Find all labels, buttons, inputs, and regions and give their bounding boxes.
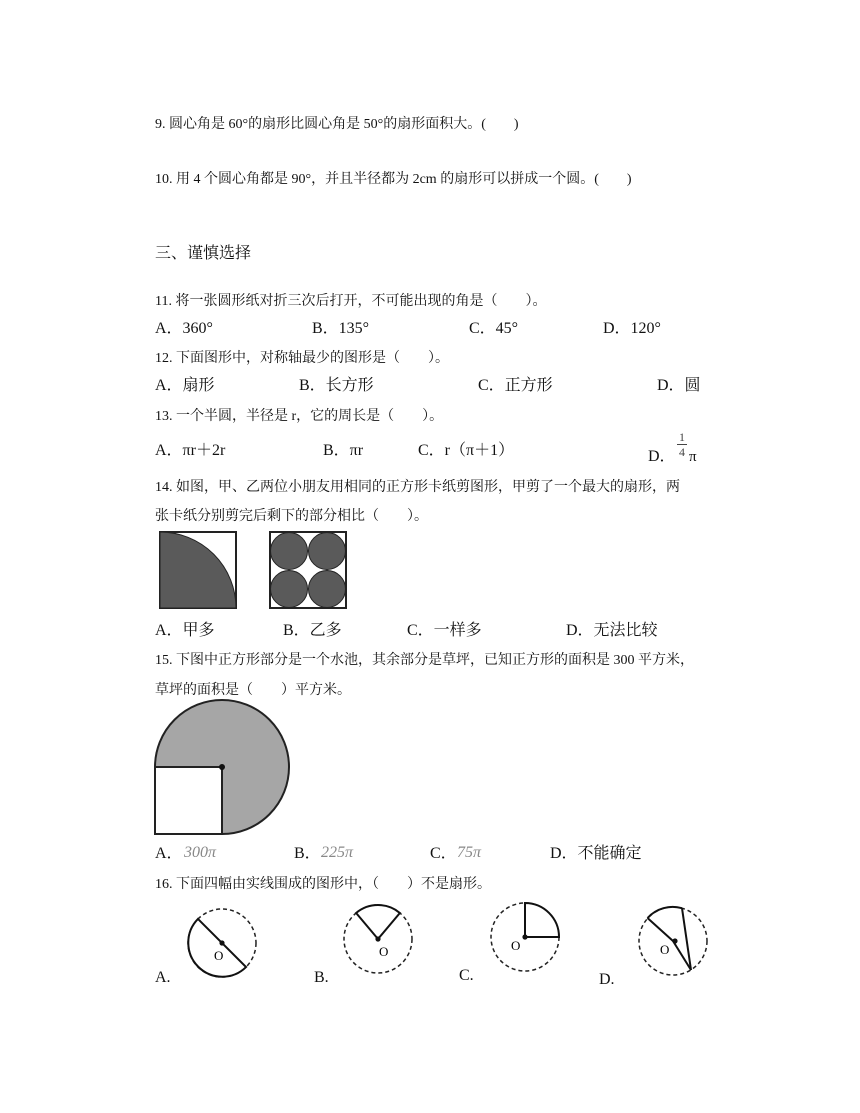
q15-option-d: D．不能确定	[550, 845, 642, 862]
q15-option-c-value: 75π	[457, 844, 482, 861]
center-label: O	[511, 938, 521, 953]
q15-option-b: B．	[294, 845, 321, 862]
question-10: 10. 用 4 个圆心角都是 90°，并且半径都为 2cm 的扇形可以拼成一个圆。( )	[155, 172, 632, 187]
center-label: O	[214, 948, 224, 963]
center-dot	[672, 938, 677, 943]
q14-figure-yi	[268, 530, 348, 610]
fraction-numerator: 1	[679, 430, 685, 444]
center-dot	[219, 764, 225, 770]
q12-option-b: B．长方形	[299, 377, 374, 394]
solid-arc	[648, 907, 683, 918]
q15-option-a: A．	[155, 845, 183, 862]
q11-option-a: A．360°	[155, 320, 213, 337]
radius-line	[648, 918, 674, 941]
q16-figure-a	[183, 904, 263, 984]
q15-pond-figure	[153, 714, 293, 834]
question-14-line-1: 14. 如图，甲、乙两位小朋友用相同的正方形卡纸剪图形，甲剪了一个最大的扇形，两	[155, 480, 680, 495]
question-13: 13. 一个半圆，半径是 r，它的周长是（ ）。	[155, 409, 444, 424]
q13-d-pi: π	[689, 449, 697, 465]
q16-figure-c	[486, 898, 566, 978]
question-9: 9. 圆心角是 60°的扇形比圆心角是 50°的扇形面积大。( )	[155, 117, 519, 132]
question-14-line-2: 张卡纸分别剪完后剩下的部分相比（ ）。	[155, 509, 428, 524]
q11-option-d: D．120°	[603, 320, 661, 337]
q12-option-a: A．扇形	[155, 377, 215, 394]
circle-bottom-left	[271, 571, 308, 608]
fraction-denominator: 4	[679, 445, 685, 459]
solid-sector	[356, 905, 400, 939]
question-16: 16. 下面四幅由实线围成的图形中，（ ）不是扇形。	[155, 877, 491, 892]
q15-option-a-value: 300π	[184, 844, 217, 861]
circle-bottom-right	[309, 571, 346, 608]
solid-quarter-sector	[525, 903, 559, 937]
q14-option-d: D．无法比较	[566, 622, 658, 639]
section-heading: 三、谨慎选择	[155, 245, 252, 262]
question-12: 12. 下面图形中，对称轴最少的图形是（ ）。	[155, 351, 449, 366]
q12-option-d: D．圆	[657, 377, 701, 394]
q15-option-b-value: 225π	[321, 844, 354, 861]
q16-option-a: A.	[155, 969, 171, 986]
q16-option-b: B.	[314, 969, 329, 986]
q13-option-b: B．πr	[323, 442, 364, 459]
question-11: 11. 将一张圆形纸对折三次后打开，不可能出现的角是（ ）。	[155, 294, 547, 309]
pond-square	[155, 767, 222, 834]
q16-option-d: D.	[599, 971, 615, 988]
q14-option-a: A．甲多	[155, 622, 215, 639]
center-label: O	[660, 942, 670, 957]
circle-top-right	[309, 533, 346, 570]
center-dot	[522, 934, 527, 939]
question-15-line-1: 15. 下图中正方形部分是一个水池，其余部分是草坪，已知正方形的面积是 300 平方米，	[155, 653, 694, 668]
q13-d-fraction	[677, 431, 687, 458]
question-15-line-2: 草坪的面积是（ ）平方米。	[155, 683, 351, 698]
q16-figure-d	[634, 902, 714, 982]
center-label: O	[379, 944, 389, 959]
q15-option-c: C．	[430, 845, 457, 862]
q14-option-c: C．一样多	[407, 622, 482, 639]
circle-top-left	[271, 533, 308, 570]
q16-figure-b	[339, 900, 419, 980]
center-dot	[375, 936, 380, 941]
q16-option-c: C.	[459, 967, 474, 984]
q12-option-c: C．正方形	[478, 377, 553, 394]
q11-option-b: B．135°	[312, 320, 370, 337]
center-dot	[219, 940, 224, 945]
q13-option-d: D．	[648, 448, 676, 465]
q13-option-c: C．r（π＋1）	[418, 442, 515, 459]
q14-figure-jia	[158, 530, 238, 610]
q13-option-a: A．πr＋2r	[155, 442, 226, 459]
chord-line	[682, 908, 691, 970]
q11-option-c: C．45°	[469, 320, 519, 337]
q14-option-b: B．乙多	[283, 622, 342, 639]
